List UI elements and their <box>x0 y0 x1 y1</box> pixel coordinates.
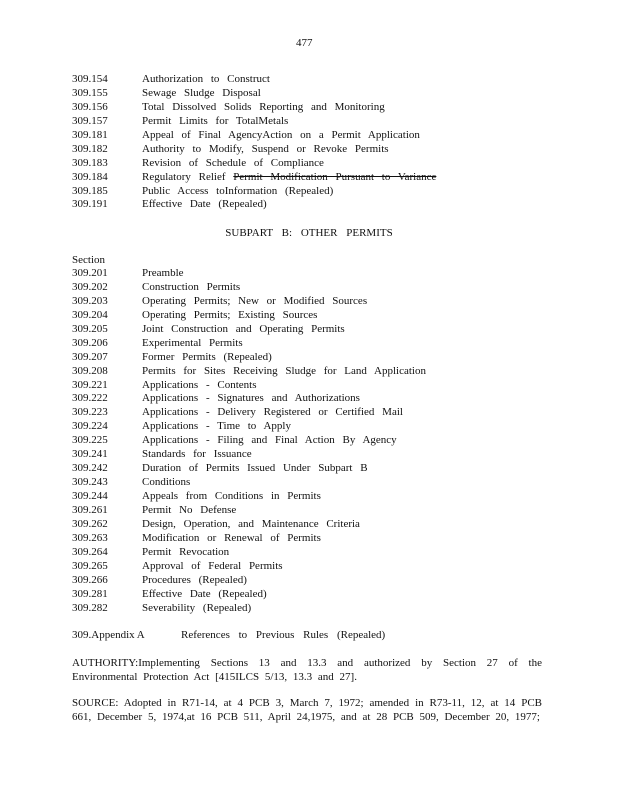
section-number: 309.208 <box>72 364 108 377</box>
source-paragraph: SOURCE: Adopted in R71-14, at 4 PCB 3, March 7, 1972; amended in R73-11, 12, at 14 PCB 661, December 5, 1974,at 16 PCB 511, April 24,1975, and at 28 PCB 509, December 20, 1977; <box>72 697 542 723</box>
section-title <box>142 267 184 281</box>
section-number: 309.201 <box>72 267 108 279</box>
section-title-text: Public Access toInformation (Repealed) <box>142 184 334 197</box>
section-title <box>142 560 283 574</box>
section-title <box>142 73 270 87</box>
section-title <box>142 295 367 309</box>
section-title <box>142 518 360 532</box>
section-number: 309.281 <box>72 587 108 600</box>
section-title <box>142 574 247 588</box>
section-number: 309.182 <box>72 142 108 155</box>
section-list-subpart-a <box>72 73 592 212</box>
toc-entry <box>72 574 592 588</box>
toc-entry <box>72 420 592 434</box>
section-title <box>142 323 345 337</box>
toc-entry <box>72 406 592 420</box>
section-title-text: Revision of Schedule of Compliance <box>142 156 324 169</box>
toc-entry <box>72 295 592 309</box>
section-title-text: Regulatory Relief <box>142 170 226 183</box>
section-title-text: Permit No Defense <box>142 503 237 516</box>
section-title-text: Former Permits (Repealed) <box>142 350 272 363</box>
section-number: 309.221 <box>72 378 108 391</box>
toc-entry <box>72 143 592 157</box>
section-number: 309.207 <box>72 350 108 363</box>
section-title-text: Approval of Federal Permits <box>142 559 283 572</box>
section-title <box>142 171 436 185</box>
section-number: 309.243 <box>72 476 108 489</box>
section-title <box>142 309 317 323</box>
toc-entry <box>72 546 592 560</box>
section-title <box>142 448 252 462</box>
section-title <box>142 476 190 490</box>
toc-entry <box>72 518 592 532</box>
toc-entry <box>72 392 592 406</box>
section-title-text: Appeals from Conditions in Permits <box>142 490 321 502</box>
section-number: 309.244 <box>72 490 108 502</box>
section-number: 309.191 <box>72 198 108 211</box>
toc-entry <box>72 337 592 351</box>
toc-entry <box>72 267 592 281</box>
toc-entry <box>72 185 592 199</box>
section-title-text: Applications - Filing and Final Action By Agency <box>142 434 397 447</box>
section-title <box>142 532 321 546</box>
toc-entry <box>72 504 592 518</box>
section-number: 309.262 <box>72 517 108 530</box>
section-number: 309.184 <box>72 170 108 183</box>
section-number: 309.224 <box>72 420 108 433</box>
subpart-heading: SUBPART B: OTHER PERMITS <box>225 227 393 239</box>
toc-entry <box>72 476 592 490</box>
section-title-text: Appeal of Final AgencyAction on a Permit Application <box>142 128 420 141</box>
toc-entry <box>72 115 592 129</box>
toc-entry <box>72 87 592 101</box>
section-title <box>142 101 385 115</box>
section-title <box>142 392 360 406</box>
section-title <box>142 281 240 295</box>
toc-entry <box>72 198 592 212</box>
authority-paragraph: AUTHORITY:Implementing Sections 13 and 13.3 and authorized by Section 27 of the Environmental Protection Act [415ILCS 5/13, 13.3 and 27]. <box>72 657 542 683</box>
appendix-number: 309.Appendix A <box>72 629 145 641</box>
section-number: 309.263 <box>72 531 108 544</box>
struck-text: Permit Modification Pursuant to Variance <box>233 170 437 183</box>
toc-entry <box>72 281 592 295</box>
section-number: 309.261 <box>72 503 108 516</box>
section-title <box>142 337 243 351</box>
toc-entry <box>72 448 592 462</box>
section-title-text: Applications - Time to Apply <box>142 420 291 433</box>
section-title-text: Permit Limits for TotalMetals <box>142 114 289 127</box>
section-title <box>142 490 321 504</box>
section-title-text: Permits for Sites Receiving Sludge for Land Application <box>142 364 426 377</box>
section-number: 309.157 <box>72 114 108 127</box>
toc-entry <box>72 73 592 87</box>
section-number: 309.205 <box>72 322 108 335</box>
section-title <box>142 365 426 379</box>
section-number: 309.185 <box>72 184 108 197</box>
toc-entry <box>72 588 592 602</box>
toc-entry <box>72 309 592 323</box>
section-title-text: Applications - Signatures and Authorizations <box>142 392 360 405</box>
section-title-text: Modification or Renewal of Permits <box>142 531 321 544</box>
section-title <box>142 420 291 434</box>
section-title <box>142 379 257 393</box>
section-title <box>142 87 261 101</box>
toc-entry <box>72 171 592 185</box>
section-number: 309.183 <box>72 156 108 169</box>
section-title-text: Applications - Contents <box>142 378 257 391</box>
toc-entry <box>72 434 592 448</box>
toc-entry <box>72 365 592 379</box>
section-title <box>142 462 368 476</box>
section-title-text: Construction Permits <box>142 280 241 293</box>
toc-entry <box>72 379 592 393</box>
section-title <box>142 602 251 616</box>
toc-entry <box>72 351 592 365</box>
section-title-text: Permit Revocation <box>142 545 230 558</box>
section-list-subpart-b <box>72 267 592 615</box>
section-title <box>142 115 288 129</box>
section-number: 309.155 <box>72 86 108 99</box>
section-title-text: Experimental Permits <box>142 336 243 349</box>
section-number: 309.204 <box>72 308 108 321</box>
section-title <box>142 504 236 518</box>
section-number: 309.206 <box>72 336 108 349</box>
section-number: 309.225 <box>72 434 108 447</box>
toc-entry <box>72 129 592 143</box>
toc-entry <box>72 101 592 115</box>
section-title-text: Conditions <box>142 476 191 489</box>
toc-entry <box>72 462 592 476</box>
section-title-text: Duration of Permits Issued Under Subpart B <box>142 462 368 475</box>
section-title-text: Authorization to Construct <box>142 73 270 85</box>
section-number: 309.242 <box>72 462 108 475</box>
section-title-text: Operating Permits; Existing Sources <box>142 308 318 321</box>
section-title-text: Effective Date (Repealed) <box>142 587 267 600</box>
section-title-text: Authority to Modify, Suspend or Revoke Permits <box>142 142 389 155</box>
section-number: 309.266 <box>72 573 108 586</box>
toc-entry <box>72 532 592 546</box>
section-number: 309.241 <box>72 448 108 461</box>
section-number: 309.203 <box>72 294 108 307</box>
toc-entry <box>72 560 592 574</box>
section-title <box>142 434 397 448</box>
section-title-text: Sewage Sludge Disposal <box>142 86 261 99</box>
section-title-text: Procedures (Repealed) <box>142 573 247 586</box>
section-number: 309.202 <box>72 280 108 293</box>
section-number: 309.223 <box>72 406 108 419</box>
section-heading: Section <box>72 254 105 266</box>
page-number: 477 <box>296 37 313 49</box>
toc-entry <box>72 157 592 171</box>
section-title <box>142 198 267 212</box>
section-title-text: Design, Operation, and Maintenance Criteria <box>142 517 360 530</box>
section-title <box>142 143 389 157</box>
section-title-text: Operating Permits; New or Modified Sources <box>142 294 368 307</box>
section-title <box>142 185 333 199</box>
section-title <box>142 588 267 602</box>
section-title-text: Severability (Repealed) <box>142 601 252 614</box>
section-title-text: Preamble <box>142 267 184 279</box>
toc-entry <box>72 323 592 337</box>
section-title-text: Total Dissolved Solids Reporting and Monitoring <box>142 100 385 113</box>
section-title-text: Applications - Delivery Registered or Certified Mail <box>142 406 403 419</box>
section-number: 309.264 <box>72 545 108 558</box>
section-title <box>142 546 229 560</box>
section-number: 309.156 <box>72 100 108 113</box>
appendix-title: References to Previous Rules (Repealed) <box>181 629 386 641</box>
section-number: 309.181 <box>72 128 108 141</box>
section-number: 309.282 <box>72 601 108 614</box>
section-title <box>142 157 324 171</box>
section-title-text: Standards for Issuance <box>142 448 252 461</box>
section-title <box>142 406 403 420</box>
section-number: 309.154 <box>72 73 108 85</box>
section-title-text: Joint Construction and Operating Permits <box>142 322 345 335</box>
section-number: 309.222 <box>72 392 108 405</box>
toc-entry <box>72 490 592 504</box>
section-title-text: Effective Date (Repealed) <box>142 198 267 211</box>
section-title <box>142 351 272 365</box>
section-number: 309.265 <box>72 559 108 572</box>
section-title <box>142 129 420 143</box>
toc-entry <box>72 602 592 616</box>
